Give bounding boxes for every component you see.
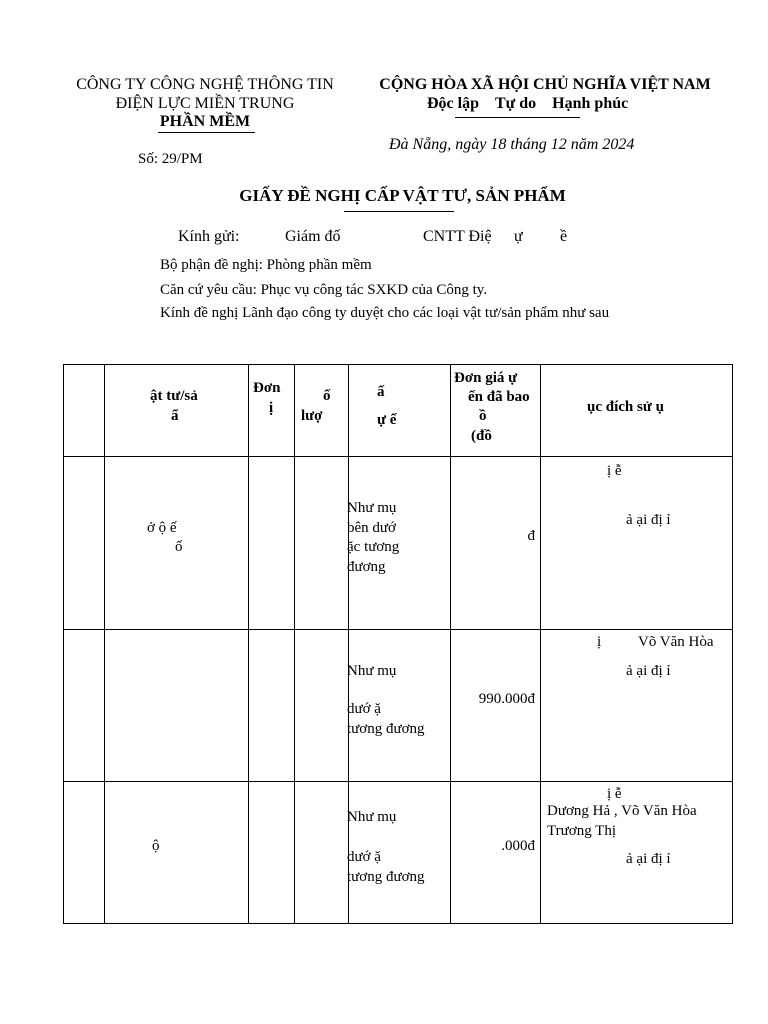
table-row <box>64 630 733 782</box>
department-underline <box>158 132 255 133</box>
company-name-line1: CÔNG TY CÔNG NGHỆ THÔNG TIN <box>76 76 334 93</box>
header-specification: ấ ự ế <box>349 365 451 457</box>
row3-unit <box>249 782 295 924</box>
row3-purpose: ị ễ Dương Hả , Võ Văn Hòa Trương Thị ả ại đị ỉ <box>541 782 733 924</box>
row3-index <box>64 782 105 924</box>
recipient-label: Kính gửi: <box>178 228 240 245</box>
table-header-row <box>64 365 733 457</box>
row1-specification: Như mụ bên dướ ặc tương đương <box>349 457 451 630</box>
company-name <box>50 75 360 113</box>
header-unit: Đơn ị <box>249 365 295 457</box>
header-quantity: ố lượ <box>295 365 349 457</box>
company-name-line2: ĐIỆN LỰC MIỀN TRUNG <box>115 95 295 112</box>
request-statement: Kính đề nghị Lãnh đạo công ty duyệt cho các loại vật tư/sản phẩm như sau <box>160 305 610 321</box>
table-row <box>64 457 733 630</box>
title-underline <box>344 211 454 212</box>
row1-index <box>64 457 105 630</box>
row1-purpose: ị ễ ả ại đị ỉ <box>541 457 733 630</box>
row1-unit-price: đ <box>451 457 541 630</box>
department-name: PHẦN MỀM <box>159 113 251 130</box>
row2-purpose: ị Võ Văn Hòa ả ại đị ỉ <box>541 630 733 782</box>
header-item-name: ật tư/sả ẩ <box>105 365 249 457</box>
row2-item-name <box>105 630 249 782</box>
row2-specification: Như mụ dướ ặ tương đương <box>349 630 451 782</box>
national-title: CỘNG HÒA XÃ HỘI CHỦ NGHĨA VIỆT NAM <box>379 76 711 93</box>
recipient-part3: ự <box>514 228 523 245</box>
requesting-department: Bộ phận đề nghị: Phòng phần mềm <box>160 257 372 273</box>
row3-quantity <box>295 782 349 924</box>
table-row <box>64 782 733 924</box>
document-title: GIẤY ĐỀ NGHỊ CẤP VẬT TƯ, SẢN PHẨM <box>239 186 566 205</box>
row2-quantity <box>295 630 349 782</box>
row2-unit-price: 990.000đ <box>451 630 541 782</box>
header-index <box>64 365 105 457</box>
row3-item-name: ộ <box>105 782 249 924</box>
motto-underline <box>455 117 580 118</box>
request-table <box>63 364 733 924</box>
row3-unit-price: .000đ <box>451 782 541 924</box>
document-number: Số: 29/PM <box>138 151 203 167</box>
place-date: Đà Nẵng, ngày 18 tháng 12 năm 2024 <box>389 136 635 153</box>
national-motto: Độc lập Tự do Hạnh phúc <box>427 95 629 112</box>
recipient-part2: CNTT Điệ <box>423 228 492 245</box>
row3-specification: Như mụ dướ ặ tương đương <box>349 782 451 924</box>
header-purpose: ục đích sử ụ <box>541 365 733 457</box>
recipient-part4: ề <box>560 228 568 245</box>
row1-unit <box>249 457 295 630</box>
request-basis: Căn cứ yêu cầu: Phục vụ công tác SXKD của Công ty. <box>160 282 488 298</box>
row1-quantity <box>295 457 349 630</box>
recipient-part1: Giám đố <box>285 228 341 245</box>
row2-unit <box>249 630 295 782</box>
row1-item-name: ở ộ ế ố <box>105 457 249 630</box>
header-unit-price: Đơn giá ự ến đã bao ồ (đồ <box>451 365 541 457</box>
row2-index <box>64 630 105 782</box>
